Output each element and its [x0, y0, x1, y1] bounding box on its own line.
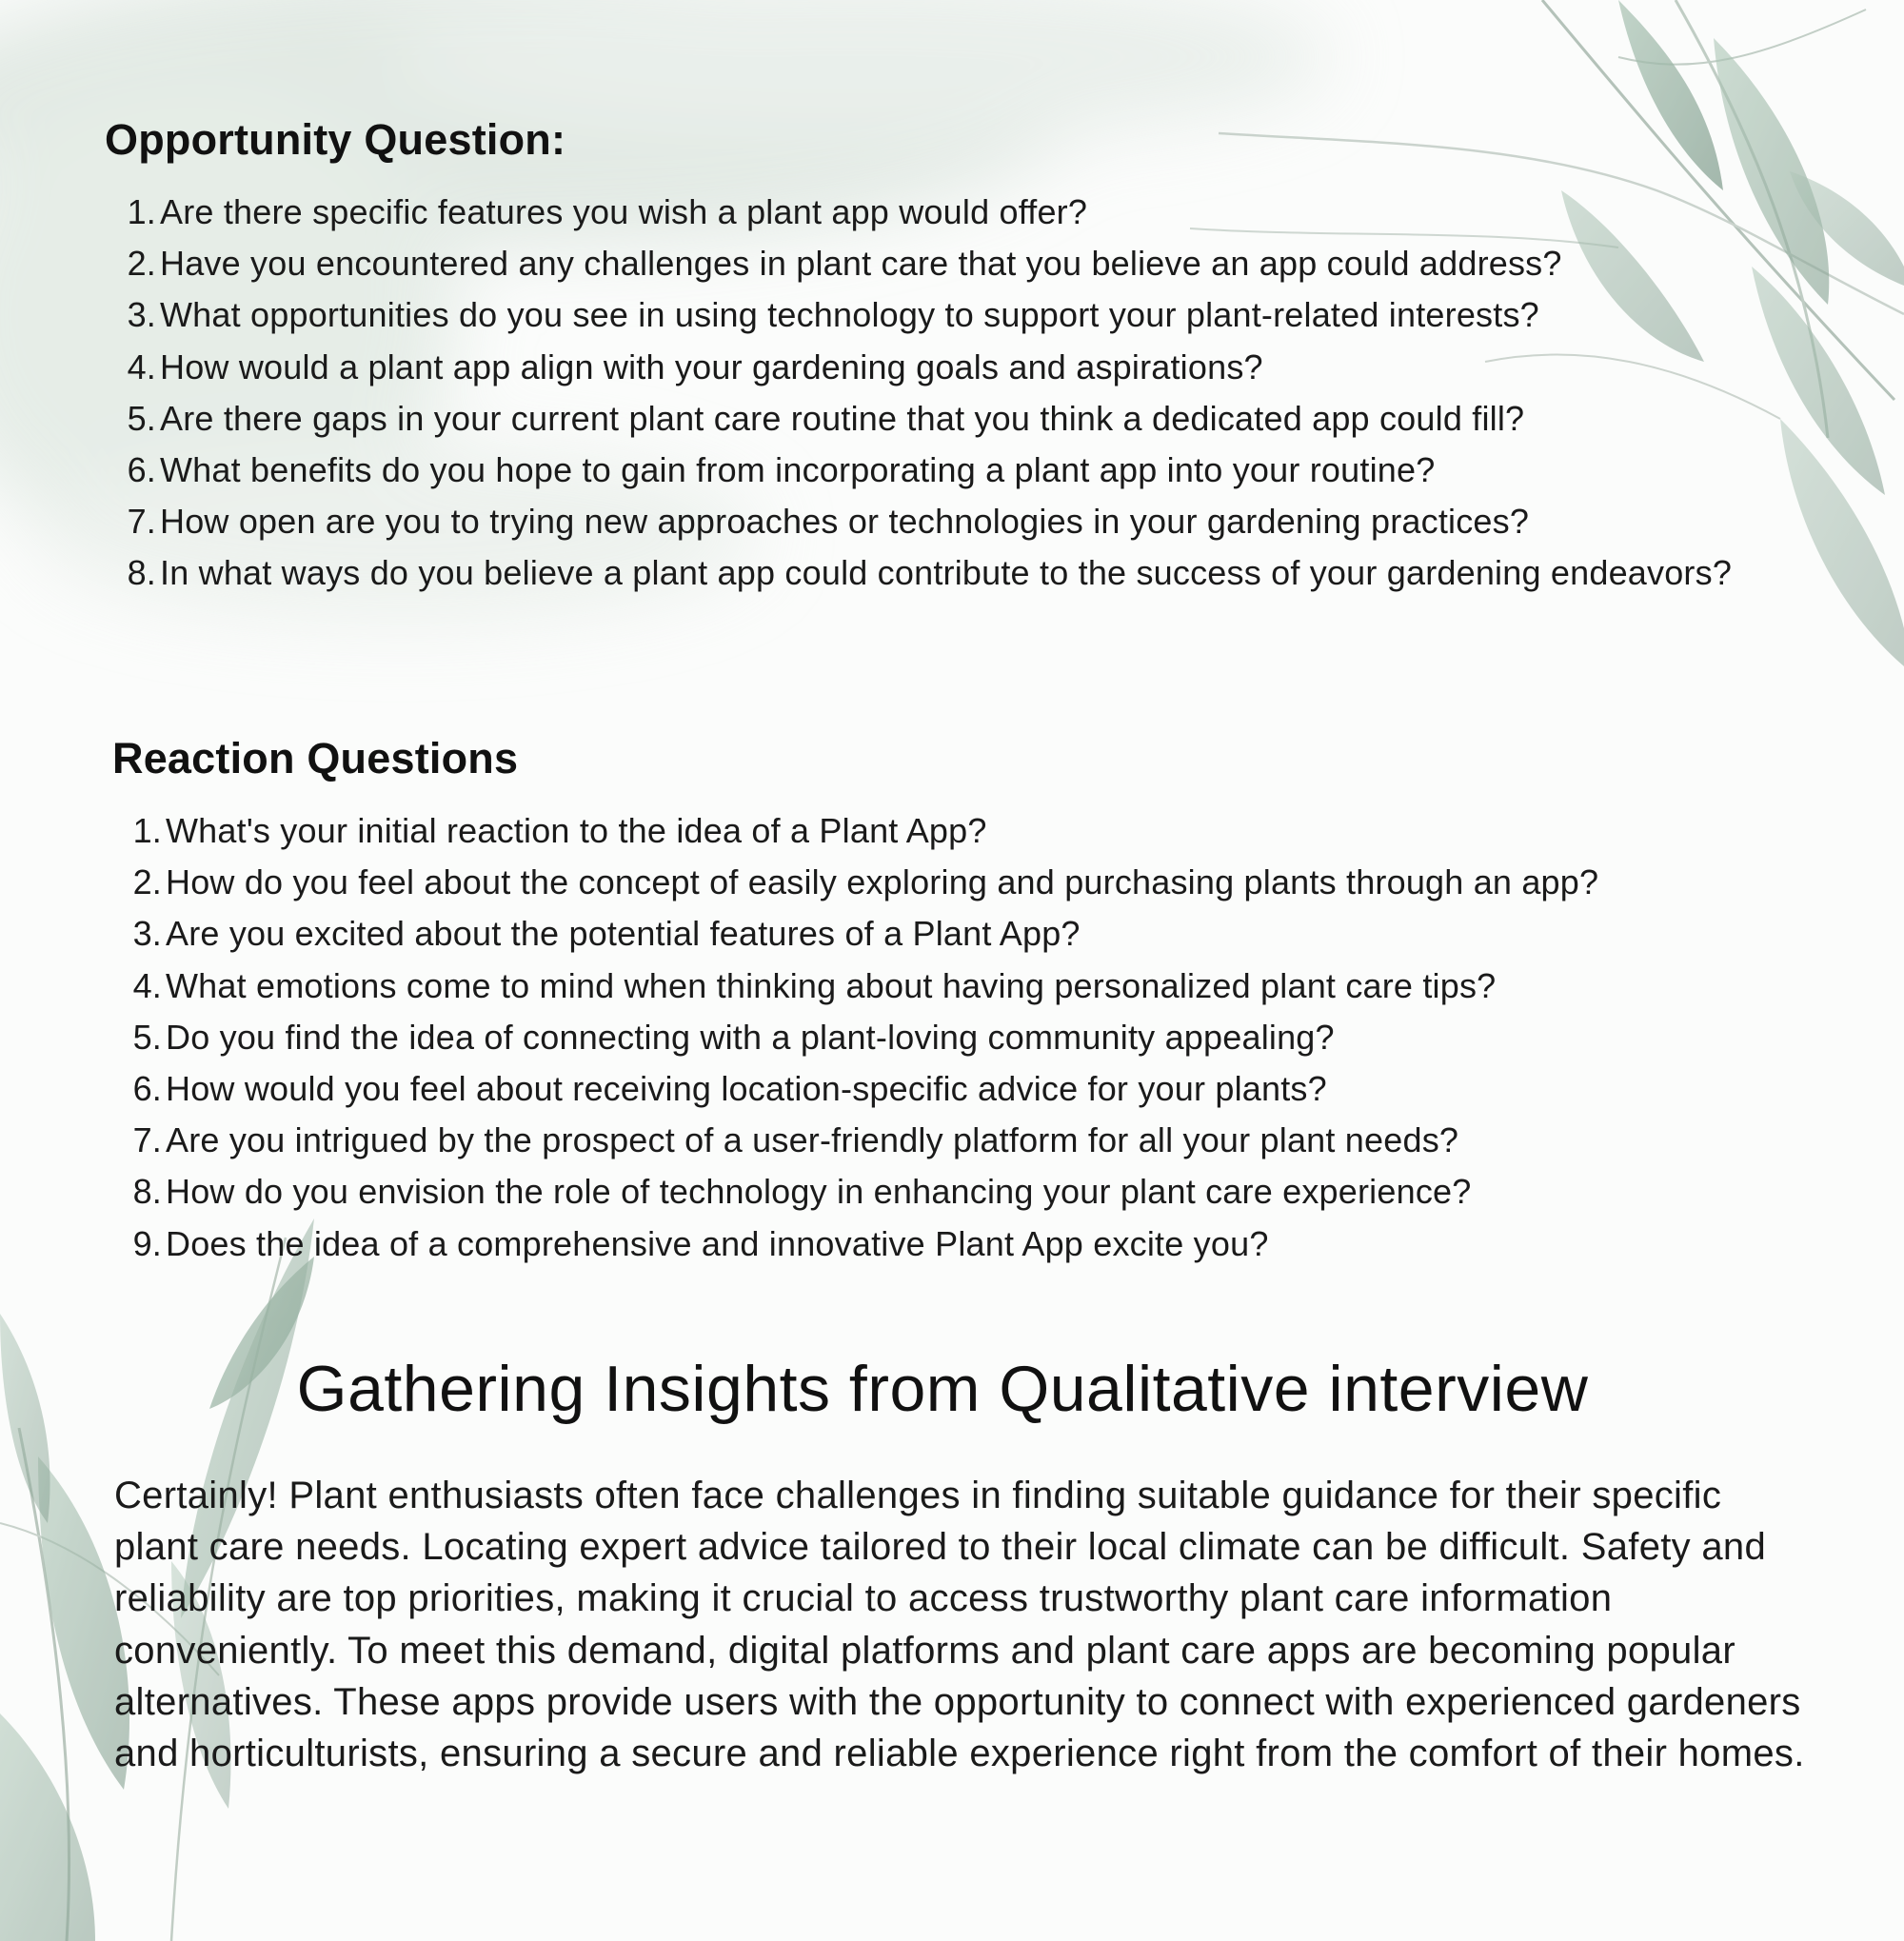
list-number: 8 .: [114, 547, 156, 599]
list-item: [120, 857, 1834, 908]
list-number: 1 .: [114, 187, 156, 238]
question-text: What benefits do you hope to gain from incorporating a plant app into your routine?: [160, 450, 1436, 490]
list-number: 4 .: [120, 961, 162, 1012]
list-item: [114, 342, 1752, 393]
question-text: How would you feel about receiving location-specific advice for your plants?: [166, 1069, 1327, 1109]
list-item: [120, 1063, 1834, 1115]
list-number: 7 .: [114, 496, 156, 547]
question-text: What emotions come to mind when thinking about having personalized plant care tips?: [166, 965, 1497, 1005]
question-text: Are there gaps in your current plant care routine that you think a dedicated app could fill?: [160, 398, 1525, 438]
list-item: [120, 805, 1834, 857]
list-number: 6 .: [114, 445, 156, 496]
question-text: In what ways do you believe a plant app could contribute to the success of your gardening endeavors?: [160, 553, 1733, 593]
list-item: [114, 187, 1752, 238]
question-text: How do you feel about the concept of easily exploring and purchasing plants through an app?: [166, 862, 1599, 902]
list-item: [114, 289, 1752, 341]
question-text: Are you intrigued by the prospect of a user-friendly platform for all your plant needs?: [166, 1120, 1459, 1160]
list-number: 5 .: [114, 393, 156, 445]
list-number: 7 .: [120, 1115, 162, 1166]
list-number: 1 .: [120, 805, 162, 857]
list-item: [120, 1115, 1834, 1166]
question-text: Do you find the idea of connecting with a plant-loving community appealing?: [166, 1017, 1335, 1057]
insights-title: Gathering Insights from Qualitative interview: [296, 1353, 1589, 1425]
list-item: [120, 1166, 1834, 1218]
question-text: What opportunities do you see in using technology to support your plant-related interests?: [160, 295, 1539, 335]
list-item: [120, 908, 1834, 960]
list-number: 5 .: [120, 1012, 162, 1063]
list-item: [114, 445, 1752, 496]
list-item: [114, 393, 1752, 445]
list-number: 9 .: [120, 1218, 162, 1270]
list-item: [120, 1218, 1834, 1270]
list-item: [120, 1012, 1834, 1063]
list-number: 4 .: [114, 342, 156, 393]
question-text: Are there specific features you wish a plant app would offer?: [160, 192, 1088, 231]
reaction-heading: Reaction Questions: [112, 734, 519, 782]
question-text: How open are you to trying new approaches or technologies in your gardening practices?: [160, 502, 1530, 542]
list-number: 8 .: [120, 1166, 162, 1218]
question-text: What's your initial reaction to the idea of a Plant App?: [166, 811, 987, 850]
list-item: [114, 547, 1752, 599]
question-text: Does the idea of a comprehensive and innovative Plant App excite you?: [166, 1223, 1269, 1263]
question-text: Have you encountered any challenges in plant care that you believe an app could address?: [160, 244, 1562, 284]
list-item: [120, 961, 1834, 1012]
list-item: [114, 496, 1752, 547]
list-number: 2 .: [114, 238, 156, 289]
question-text: Are you excited about the potential features of a Plant App?: [166, 914, 1081, 954]
opportunity-question-list: [114, 187, 1752, 600]
list-number: 3 .: [120, 908, 162, 960]
list-number: 3 .: [114, 289, 156, 341]
list-item: [114, 238, 1752, 289]
question-text: How would a plant app align with your gardening goals and aspirations?: [160, 347, 1263, 386]
list-number: 6 .: [120, 1063, 162, 1115]
list-number: 2 .: [120, 857, 162, 908]
opportunity-heading: Opportunity Question:: [105, 115, 566, 164]
question-text: How do you envision the role of technology in enhancing your plant care experience?: [166, 1172, 1472, 1212]
insights-paragraph: Certainly! Plant enthusiasts often face challenges in finding suitable guidance for their specific plant care needs. Locating expert advice tailored to their local climate can be difficult. Safety and reliability are top priorities, making it crucial to access trustworthy plant care information conveniently. To meet this demand, digital platforms and plant care apps are becoming popular alternatives. These apps provide users with the opportunity to connect with experienced gardeners and horticulturists, ensuring a secure and reliable experience right from the comfort of their homes.: [114, 1475, 1805, 1775]
reaction-question-list: [120, 805, 1834, 1270]
